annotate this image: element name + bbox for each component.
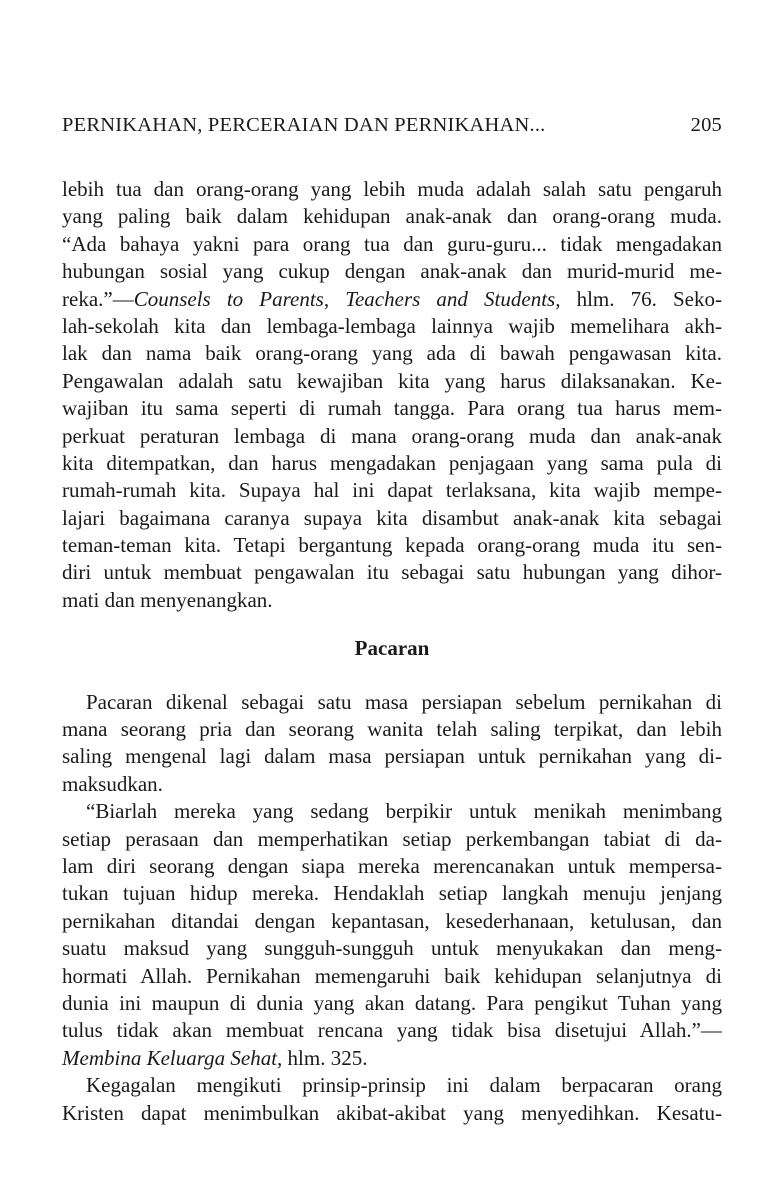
text-line: lajari bagaimana caranya supaya kita disambut anak-anak kita sebagai [62, 505, 722, 530]
text-line: mana seorang pria dan seorang wanita telah saling terpikat, dan lebih [62, 717, 722, 742]
text-line: wajiban itu sama seperti di rumah tangga. Para orang tua harus mem- [62, 396, 722, 421]
text-line: maksudkan. [62, 771, 163, 796]
text-line: pernikahan ditandai dengan kepantasan, kesederhanaan, ketulusan, dan [62, 908, 722, 933]
text-line: lah-sekolah kita dan lembaga-lembaga lainnya wajib memelihara akh- [62, 313, 722, 338]
paragraph-quotation [62, 798, 722, 1072]
text-line: “Ada bahaya yakni para orang tua dan guru-guru... tidak mengadakan [62, 231, 722, 256]
text-line: suatu maksud yang sungguh-sungguh untuk menyukakan dan meng- [62, 936, 722, 961]
text-line: mati dan menyenangkan. [62, 587, 273, 612]
citation-lead: reka.”— [62, 286, 134, 311]
text-line: “Biarlah mereka yang sedang berpikir untuk menikah menimbang [86, 799, 722, 824]
text-line-with-citation [62, 1045, 722, 1072]
text-line: kita ditempatkan, dan harus mengadakan penjagaan yang sama pula di [62, 450, 722, 475]
paragraph-continuation [62, 176, 722, 614]
text-line: teman-teman kita. Tetapi bergantung kepada orang-orang muda itu sen- [62, 533, 722, 558]
text-line: Pacaran dikenal sebagai satu masa persiapan sebelum pernikahan di [86, 689, 722, 714]
running-head-title: PERNIKAHAN, PERCERAIAN DAN PERNIKAHAN... [62, 114, 546, 136]
paragraph [62, 689, 722, 799]
text-line-with-citation [62, 286, 722, 313]
text-line: lam diri seorang dengan siapa mereka merencanakan untuk mempersa- [62, 853, 722, 878]
text-line: setiap perasaan dan memperhatikan setiap perkembangan tabiat di da- [62, 826, 722, 851]
text-line: rumah-rumah kita. Supaya hal ini dapat terlaksana, kita wajib mempe- [62, 478, 722, 503]
text-line: Pengawalan adalah satu kewajiban kita yang harus dilaksanakan. Ke- [62, 368, 722, 393]
citation-book-title: Membina Keluarga Sehat, [62, 1045, 283, 1070]
text-line: diri untuk membuat pengawalan itu sebagai satu hubungan yang dihor- [62, 560, 722, 585]
citation-tail: hlm. 325. [282, 1045, 368, 1070]
running-head [62, 114, 722, 144]
text-line: Kegagalan mengikuti prinsip-prinsip ini dalam berpacaran orang [86, 1073, 722, 1098]
body-text [62, 176, 722, 1127]
paragraph [62, 1072, 722, 1127]
text-line: dunia ini maupun di dunia yang akan datang. Para pengikut Tuhan yang [62, 990, 722, 1015]
page-number: 205 [690, 114, 722, 136]
section-heading: Pacaran [354, 636, 430, 661]
text-line: tulus tidak akan membuat rencana yang tidak bisa disetujui Allah.”— [62, 1018, 722, 1043]
text-line: saling mengenal lagi dalam masa persiapan untuk pernikahan yang di- [62, 744, 722, 769]
text-line: perkuat peraturan lembaga di mana orang-orang muda dan anak-anak [62, 423, 722, 448]
text-line: lak dan nama baik orang-orang yang ada di bawah pengawasan kita. [62, 341, 722, 366]
text-line: hormati Allah. Pernikahan memengaruhi baik kehidupan selanjutnya di [62, 963, 722, 988]
text-line: yang paling baik dalam kehidupan anak-anak dan orang-orang muda. [62, 204, 722, 229]
citation-book-title: Counsels to Parents, Teachers and Students, [133, 286, 561, 311]
text-line: Kristen dapat menimbulkan akibat-akibat yang menyedihkan. Kesatu- [62, 1100, 722, 1125]
text-line: tukan tujuan hidup mereka. Hendaklah setiap langkah menuju jenjang [62, 881, 722, 906]
text-line: lebih tua dan orang-orang yang lebih muda adalah salah satu pengaruh [62, 177, 722, 201]
citation-tail: hlm. 76. Seko- [560, 286, 722, 311]
text-line: hubungan sosial yang cukup dengan anak-anak dan murid-murid me- [62, 259, 722, 284]
